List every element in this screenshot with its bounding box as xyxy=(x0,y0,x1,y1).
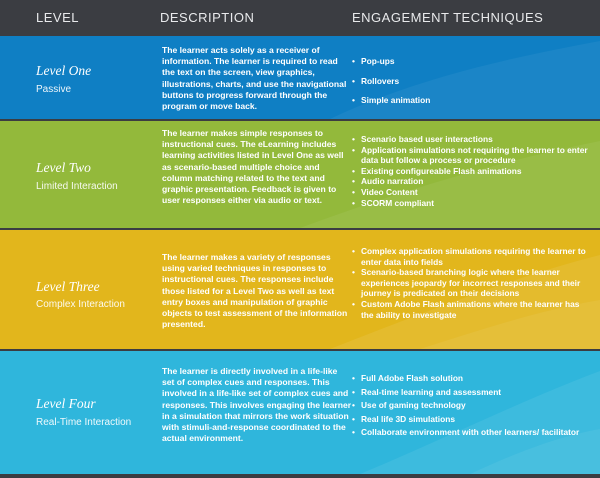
list-item: • SCORM compliant xyxy=(352,197,435,208)
level-title: Level One xyxy=(36,63,92,78)
list-item: • Custom Adobe Flash animations where the learner has the ability to investigate xyxy=(352,298,580,320)
list-item: • Video Content xyxy=(352,186,418,197)
level-description: The learner makes simple responses to instructional cues. The eLearning includes learning activities listed in Level One as well as scenario-based multiple choice and column matching related to the text and graphic presentation. Feedback is given to user responses either via audio or text. xyxy=(162,128,344,206)
level-subtitle: Real-Time Interaction xyxy=(36,417,132,428)
level-subtitle: Complex Interaction xyxy=(36,299,125,310)
level-description: The learner is directly involved in a life-like set of complex cues and responses. This involved in a life-like set of complex cues and responses. This involves engaging the learner in a simulation that mirrors the work situation with stimuli-and-response coordinated to the actual environment. xyxy=(162,366,352,444)
level-column-header: LEVEL xyxy=(36,10,79,25)
list-item: • Scenario-based branching logic where the learner experiences jeopardy for incorrect responses and their journey is predicated on their decisions xyxy=(352,267,581,299)
table-header xyxy=(0,0,600,34)
level-subtitle: Passive xyxy=(36,84,72,95)
level-two-row xyxy=(0,121,600,228)
list-item: • Real life 3D simulations xyxy=(352,413,456,424)
list-item: • Audio narration xyxy=(352,176,424,187)
list-item: • Scenario based user interactions xyxy=(352,134,493,144)
techniques-list xyxy=(352,56,592,115)
techniques-list xyxy=(352,246,592,320)
level-one-row xyxy=(0,36,600,119)
level-three-row xyxy=(0,230,600,349)
list-item: • Real-time learning and assessment xyxy=(352,386,502,397)
level-subtitle: Limited Interaction xyxy=(36,181,118,192)
list-item: • Collaborate environment with other learners/ facilitator xyxy=(352,427,580,438)
techniques-list xyxy=(352,373,592,438)
list-item: • Pop-ups xyxy=(352,56,395,66)
list-item: • Application simulations not requiring the learner to enter data but follow a process or procedure xyxy=(352,144,588,166)
list-item: • Use of gaming technology xyxy=(352,400,466,411)
list-item: • Existing configureable Flash animations xyxy=(352,165,522,176)
level-title: Level Two xyxy=(36,160,91,175)
list-item: • Simple animation xyxy=(352,95,431,106)
level-description: The learner acts solely as a receiver of information. The learner is required to read the text on the screen, view graphics, illustrations, charts, and use the navigational buttons to progress forward through the program or move back. xyxy=(162,45,347,112)
techniques-column-header: ENGAGEMENT TECHNIQUES xyxy=(352,10,544,25)
level-four-row xyxy=(0,351,600,474)
level-title: Level Three xyxy=(36,279,100,294)
list-item: • Full Adobe Flash solution xyxy=(352,373,464,383)
level-description: The learner makes a variety of responses using varied techniques in responses to instructional cues. The responses include those listed for a Level Two as well as text entry boxes and manipulation of graphic objects to test assessment of the information presented. xyxy=(162,252,348,330)
techniques-list xyxy=(352,134,592,208)
description-column-header: DESCRIPTION xyxy=(160,10,255,25)
list-item: • Rollovers xyxy=(352,75,400,86)
level-title: Level Four xyxy=(36,396,96,411)
list-item: • Complex application simulations requiring the learner to enter data into fields xyxy=(352,246,586,267)
